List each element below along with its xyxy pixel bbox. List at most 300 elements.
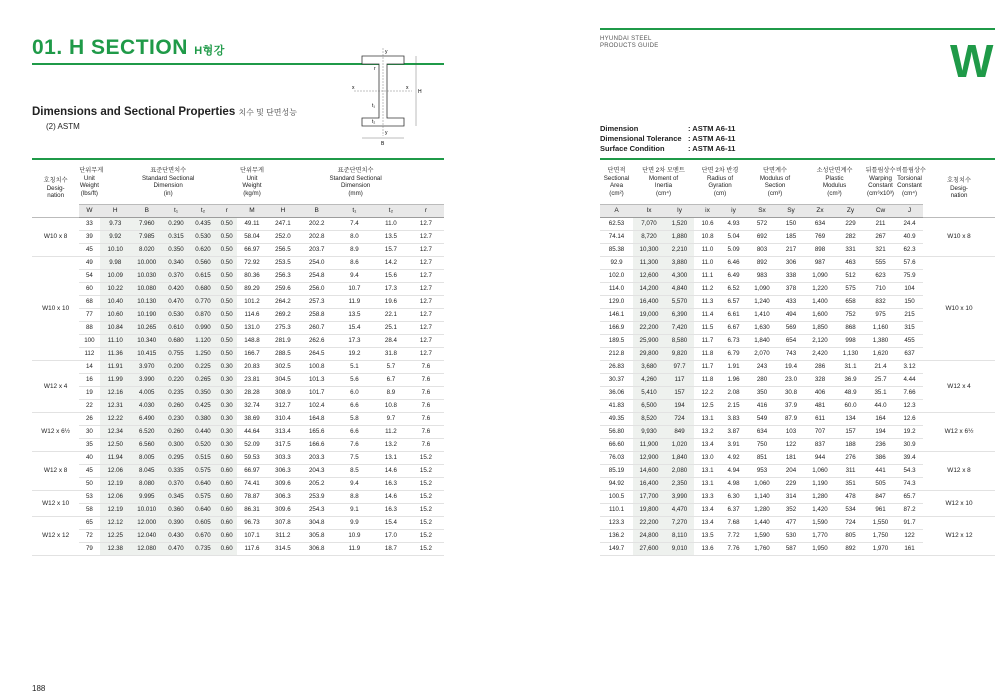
data-cell: 9.995: [131, 491, 163, 504]
data-cell: 74.41: [237, 478, 267, 491]
data-cell: 0.380: [190, 413, 217, 426]
data-cell: 724: [665, 413, 694, 426]
data-cell: 0.50: [217, 348, 237, 361]
data-cell: 17.3: [374, 283, 408, 296]
data-cell: 146.1: [600, 309, 633, 322]
data-cell: 1,420: [804, 504, 836, 517]
data-cell: 31.1: [836, 361, 865, 374]
data-cell: 52.09: [237, 439, 267, 452]
data-cell: 1,840: [746, 335, 778, 348]
data-cell: 0.30: [217, 387, 237, 400]
data-cell: 1,190: [804, 478, 836, 491]
data-cell: 134: [836, 413, 865, 426]
data-cell: 18.7: [374, 543, 408, 556]
data-cell: 0.60: [217, 517, 237, 530]
data-cell: 16,400: [633, 296, 665, 309]
data-cell: 328: [804, 374, 836, 387]
standard-subtitle: (2) ASTM: [46, 122, 80, 131]
data-cell: 11.3: [694, 296, 721, 309]
table-row: [32, 387, 444, 400]
data-cell: 35.1: [865, 387, 896, 400]
data-cell: 0.30: [217, 374, 237, 387]
data-cell: 11.1: [694, 270, 721, 283]
data-cell: 107.1: [237, 530, 267, 543]
data-cell: 1,380: [865, 335, 896, 348]
data-cell: 10,300: [633, 244, 665, 257]
data-cell: 8,520: [633, 413, 665, 426]
data-cell: 229: [778, 478, 804, 491]
data-cell: 10.6: [694, 218, 721, 231]
data-cell: 0.640: [190, 504, 217, 517]
data-cell: 254.3: [299, 504, 335, 517]
data-cell: 692: [746, 231, 778, 244]
data-cell: 7.6: [408, 387, 444, 400]
data-cell: 19.6: [374, 296, 408, 309]
data-cell: 13.1: [694, 413, 721, 426]
data-cell: 22,200: [633, 322, 665, 335]
data-cell: 4,840: [665, 283, 694, 296]
data-cell: 1.120: [190, 335, 217, 348]
designation-cell: W12 x 12: [32, 517, 79, 556]
data-cell: 1,410: [746, 309, 778, 322]
data-cell: 25.7: [865, 374, 896, 387]
data-cell: 304.5: [267, 374, 299, 387]
data-cell: 22: [79, 400, 99, 413]
data-cell: 805: [836, 530, 865, 543]
data-cell: 961: [865, 504, 896, 517]
data-cell: 1,020: [665, 439, 694, 452]
data-cell: 803: [746, 244, 778, 257]
table-row: [32, 322, 444, 335]
data-cell: 166.7: [237, 348, 267, 361]
header-designation-right: 호칭치수 Desig- nation: [923, 159, 995, 218]
data-cell: 0.620: [190, 244, 217, 257]
data-cell: 12.31: [100, 400, 132, 413]
data-cell: 1,060: [746, 478, 778, 491]
data-cell: 11.0: [694, 257, 721, 270]
data-cell: 22,200: [633, 517, 665, 530]
data-cell: 0.345: [163, 491, 190, 504]
data-cell: 14,200: [633, 283, 665, 296]
data-cell: 9.73: [100, 218, 132, 231]
data-cell: 53: [79, 491, 99, 504]
data-cell: 1,280: [804, 491, 836, 504]
data-cell: 12.7: [408, 309, 444, 322]
data-cell: 11,300: [633, 257, 665, 270]
data-cell: 0.470: [163, 296, 190, 309]
dimensions-title-text: Dimensions and Sectional Properties: [32, 106, 236, 118]
data-cell: 11.7: [694, 361, 721, 374]
data-cell: 4.92: [721, 452, 746, 465]
data-cell: 66.60: [600, 439, 633, 452]
data-cell: 710: [865, 283, 896, 296]
data-cell: 49.35: [600, 413, 633, 426]
data-cell: 185: [778, 231, 804, 244]
data-cell: 13.4: [694, 439, 721, 452]
data-cell: 724: [836, 517, 865, 530]
data-cell: 45: [79, 244, 99, 257]
data-cell: 6.520: [131, 426, 163, 439]
data-cell: 39.4: [896, 452, 923, 465]
table-row: [32, 335, 444, 348]
data-cell: 0.440: [190, 426, 217, 439]
data-cell: 6.52: [721, 283, 746, 296]
designation-cell-right: W12 x 8: [923, 452, 995, 491]
data-cell: 9.92: [100, 231, 132, 244]
table-row: [32, 309, 444, 322]
data-cell: 56.80: [600, 426, 633, 439]
header-designation: 호칭치수 Desig- nation: [32, 159, 79, 218]
data-cell: 256.0: [299, 283, 335, 296]
data-cell: 1,590: [746, 530, 778, 543]
data-cell: 1,400: [804, 296, 836, 309]
table-row: [32, 465, 444, 478]
data-cell: 7.72: [721, 530, 746, 543]
data-cell: 72.92: [237, 257, 267, 270]
header-warping: 뒤틀림상수 Warping Constant (cm⁶x10³): [865, 159, 896, 205]
data-cell: 623: [865, 270, 896, 283]
data-cell: 634: [746, 426, 778, 439]
data-cell: 7.6: [335, 439, 374, 452]
data-cell: 148.8: [237, 335, 267, 348]
data-cell: 112: [79, 348, 99, 361]
data-cell: 203.7: [299, 244, 335, 257]
data-cell: 243: [746, 361, 778, 374]
data-cell: 892: [746, 257, 778, 270]
data-cell: 0.30: [217, 426, 237, 439]
data-cell: 24.4: [896, 218, 923, 231]
designation-cell: W12 x 10: [32, 491, 79, 517]
data-cell: 29,800: [633, 348, 665, 361]
header-area: 단면적 Sectional Area (cm²): [600, 159, 633, 205]
data-cell: 6.6: [335, 400, 374, 413]
data-cell: 58.04: [237, 231, 267, 244]
table-row: [32, 257, 444, 270]
data-cell: 11.4: [694, 309, 721, 322]
data-cell: 165.6: [299, 426, 335, 439]
data-cell: 378: [778, 283, 804, 296]
data-cell: 15.2: [408, 530, 444, 543]
data-cell: 637: [896, 348, 923, 361]
data-cell: 17.3: [335, 335, 374, 348]
data-cell: 9,010: [665, 543, 694, 556]
data-cell: 4.005: [131, 387, 163, 400]
data-cell: 5.7: [374, 361, 408, 374]
data-cell: 40: [79, 452, 99, 465]
data-cell: 10.60: [100, 309, 132, 322]
data-cell: 455: [896, 335, 923, 348]
data-cell: 11.8: [694, 374, 721, 387]
data-cell: 572: [746, 218, 778, 231]
data-cell: 654: [778, 335, 804, 348]
symbol-cell: W: [79, 205, 99, 218]
data-cell: 6.79: [721, 348, 746, 361]
data-cell: 851: [746, 452, 778, 465]
data-cell: 10.010: [131, 504, 163, 517]
data-cell: 256.5: [267, 244, 299, 257]
data-cell: 10.8: [694, 231, 721, 244]
data-cell: 100: [79, 335, 99, 348]
data-cell: 2.15: [721, 400, 746, 413]
data-cell: 6.560: [131, 439, 163, 452]
data-cell: 7.5: [335, 452, 374, 465]
designation-cell: W12 x 6½: [32, 413, 79, 452]
data-cell: 1.250: [190, 348, 217, 361]
data-cell: 3.970: [131, 361, 163, 374]
data-cell: 11.0: [694, 244, 721, 257]
data-cell: 311.2: [267, 530, 299, 543]
data-cell: 260.7: [299, 322, 335, 335]
data-cell: 303.3: [267, 452, 299, 465]
data-cell: 62.3: [896, 244, 923, 257]
data-cell: 87.2: [896, 504, 923, 517]
data-cell: 0.340: [163, 257, 190, 270]
data-cell: 117: [665, 374, 694, 387]
data-cell: 12.34: [100, 426, 132, 439]
data-cell: 1.91: [721, 361, 746, 374]
data-cell: 306: [778, 257, 804, 270]
data-cell: 13.1: [374, 452, 408, 465]
data-cell: 494: [778, 309, 804, 322]
data-cell: 0.260: [163, 426, 190, 439]
data-cell: 0.520: [190, 439, 217, 452]
properties-table: [600, 158, 995, 556]
data-cell: 10.415: [131, 348, 163, 361]
data-cell: 3.83: [721, 413, 746, 426]
data-cell: 131.0: [237, 322, 267, 335]
data-cell: 8.8: [335, 491, 374, 504]
data-cell: 15.2: [408, 465, 444, 478]
data-cell: 254.0: [299, 257, 335, 270]
data-cell: 6,500: [633, 400, 665, 413]
data-cell: 0.680: [163, 335, 190, 348]
data-cell: 1,130: [836, 348, 865, 361]
symbol-row: [32, 205, 444, 218]
data-cell: 23.81: [237, 374, 267, 387]
data-cell: 259.6: [267, 283, 299, 296]
data-cell: 10.10: [100, 244, 132, 257]
data-cell: 1,160: [865, 322, 896, 335]
data-cell: 7.6: [408, 400, 444, 413]
data-cell: 66.97: [237, 465, 267, 478]
data-cell: 2,210: [665, 244, 694, 257]
data-cell: 0.350: [163, 244, 190, 257]
data-cell: 38.69: [237, 413, 267, 426]
data-cell: 6.7: [374, 374, 408, 387]
table-row: [32, 530, 444, 543]
data-cell: 280: [746, 374, 778, 387]
symbol-cell: B: [131, 205, 163, 218]
data-cell: 32.74: [237, 400, 267, 413]
data-cell: 30.8: [778, 387, 804, 400]
data-cell: 189.5: [600, 335, 633, 348]
data-cell: 150: [896, 296, 923, 309]
data-cell: 23.0: [778, 374, 804, 387]
data-cell: 10.030: [131, 270, 163, 283]
data-cell: 30.9: [896, 439, 923, 452]
right-top-rule: [600, 28, 995, 30]
data-cell: 313.4: [267, 426, 299, 439]
data-cell: 0.515: [190, 452, 217, 465]
data-cell: 16.3: [374, 478, 408, 491]
designation-cell-right: W10 x 10: [923, 257, 995, 361]
data-cell: 306.3: [267, 465, 299, 478]
data-cell: 11.91: [100, 361, 132, 374]
data-cell: 892: [836, 543, 865, 556]
data-cell: 481: [804, 400, 836, 413]
data-cell: 11.94: [100, 452, 132, 465]
data-cell: 4.94: [721, 465, 746, 478]
data-cell: 4,300: [665, 270, 694, 283]
data-cell: 0.770: [190, 296, 217, 309]
designation-cell-right: W12 x 6½: [923, 413, 995, 452]
data-cell: 2,350: [665, 478, 694, 491]
data-cell: 75.9: [896, 270, 923, 283]
data-cell: 253.5: [267, 257, 299, 270]
data-cell: 6.57: [721, 296, 746, 309]
data-cell: 569: [778, 322, 804, 335]
data-cell: 512: [836, 270, 865, 283]
data-cell: 12.7: [408, 322, 444, 335]
data-cell: 12.5: [694, 400, 721, 413]
data-cell: 10.265: [131, 322, 163, 335]
header-plastic-modulus: 소성단면계수 Plastic Modulus (cm³): [804, 159, 865, 205]
data-cell: 10.340: [131, 335, 163, 348]
data-cell: 6,390: [665, 309, 694, 322]
data-cell: 9.4: [335, 270, 374, 283]
designation-cell: W10 x 10: [32, 257, 79, 361]
data-cell: 0.50: [217, 231, 237, 244]
table-row: [32, 296, 444, 309]
data-cell: 314.5: [267, 543, 299, 556]
data-cell: 276: [836, 452, 865, 465]
data-cell: 74.3: [896, 478, 923, 491]
data-cell: 85.38: [600, 244, 633, 257]
data-cell: 12.7: [408, 296, 444, 309]
data-cell: 0.575: [190, 465, 217, 478]
data-cell: 0.990: [190, 322, 217, 335]
data-cell: 317.5: [267, 439, 299, 452]
data-cell: 386: [865, 452, 896, 465]
data-cell: 89.29: [237, 283, 267, 296]
data-cell: 1,280: [746, 504, 778, 517]
data-cell: 65.7: [896, 491, 923, 504]
designation-cell-right: W12 x 10: [923, 491, 995, 517]
section-title-text: 01. H SECTION: [32, 36, 188, 59]
data-cell: 0.30: [217, 361, 237, 374]
data-cell: 136.2: [600, 530, 633, 543]
data-cell: 12.06: [100, 465, 132, 478]
header-section-modulus: 단면계수 Modulus of Section (cm³): [746, 159, 804, 205]
data-cell: 0.50: [217, 218, 237, 231]
spec-tolerance: Dimensional Tolerance : ASTM A6-11: [600, 134, 736, 143]
data-cell: 441: [865, 465, 896, 478]
data-cell: 26: [79, 413, 99, 426]
table-row: [32, 270, 444, 283]
data-cell: 275.3: [267, 322, 299, 335]
data-cell: 110.1: [600, 504, 633, 517]
data-cell: 13.0: [694, 452, 721, 465]
data-cell: 164.8: [299, 413, 335, 426]
data-cell: 505: [865, 478, 896, 491]
table-row: [32, 504, 444, 517]
data-cell: 305.8: [299, 530, 335, 543]
data-cell: 4.93: [721, 218, 746, 231]
data-cell: 611: [804, 413, 836, 426]
data-cell: 13.5: [335, 309, 374, 322]
data-cell: 1,440: [746, 517, 778, 530]
data-cell: 258.8: [299, 309, 335, 322]
data-cell: 3,680: [633, 361, 665, 374]
data-cell: 96.73: [237, 517, 267, 530]
data-cell: 0.530: [190, 231, 217, 244]
data-cell: 7.76: [721, 543, 746, 556]
data-cell: 0.300: [163, 439, 190, 452]
data-cell: 8.0: [335, 231, 374, 244]
data-cell: 12,600: [633, 270, 665, 283]
data-cell: 35: [79, 439, 99, 452]
dimensions-table: [32, 158, 444, 556]
data-cell: 1,220: [804, 283, 836, 296]
data-cell: 7.6: [408, 361, 444, 374]
data-cell: 12.38: [100, 543, 132, 556]
table-row: [600, 218, 995, 231]
data-cell: 352: [778, 504, 804, 517]
table-row: [32, 478, 444, 491]
header-gyration: 단면 2차 반경 Radius of Gyration (cm): [694, 159, 746, 205]
data-cell: 1,840: [665, 452, 694, 465]
data-cell: 123.3: [600, 517, 633, 530]
data-cell: 1.96: [721, 374, 746, 387]
data-cell: 0.430: [163, 530, 190, 543]
data-cell: 12,900: [633, 452, 665, 465]
data-cell: 0.640: [190, 478, 217, 491]
brand-block: [600, 36, 659, 50]
data-cell: 0.50: [217, 296, 237, 309]
data-cell: 15.2: [408, 517, 444, 530]
data-cell: 10.84: [100, 322, 132, 335]
designation-cell-right: W12 x 12: [923, 517, 995, 556]
data-cell: 31.8: [374, 348, 408, 361]
dimensions-title: [32, 106, 297, 118]
data-cell: 11.2: [694, 283, 721, 296]
data-cell: 10.09: [100, 270, 132, 283]
data-cell: 0.30: [217, 413, 237, 426]
brand-line-1: HYUNDAI STEEL: [600, 36, 652, 42]
header-inertia: 단면 2차 모멘트 Moment of Inertia (cm⁴): [633, 159, 694, 205]
data-cell: 406: [804, 387, 836, 400]
data-cell: 1,880: [665, 231, 694, 244]
data-cell: 0.50: [217, 257, 237, 270]
data-cell: 54.3: [896, 465, 923, 478]
data-cell: 10.080: [131, 283, 163, 296]
data-cell: 211: [865, 218, 896, 231]
spec-surface: Surface Condition : ASTM A6-11: [600, 144, 736, 153]
data-cell: 6.73: [721, 335, 746, 348]
data-cell: 752: [836, 309, 865, 322]
data-cell: 15.2: [408, 504, 444, 517]
data-cell: 0.350: [190, 387, 217, 400]
data-cell: 5,410: [633, 387, 665, 400]
data-cell: 252.0: [267, 231, 299, 244]
data-cell: 832: [865, 296, 896, 309]
data-cell: 534: [836, 504, 865, 517]
data-cell: 59.53: [237, 452, 267, 465]
data-cell: 743: [778, 348, 804, 361]
data-cell: 10.8: [374, 400, 408, 413]
data-cell: 0.200: [163, 361, 190, 374]
section-letter: W: [950, 35, 994, 87]
